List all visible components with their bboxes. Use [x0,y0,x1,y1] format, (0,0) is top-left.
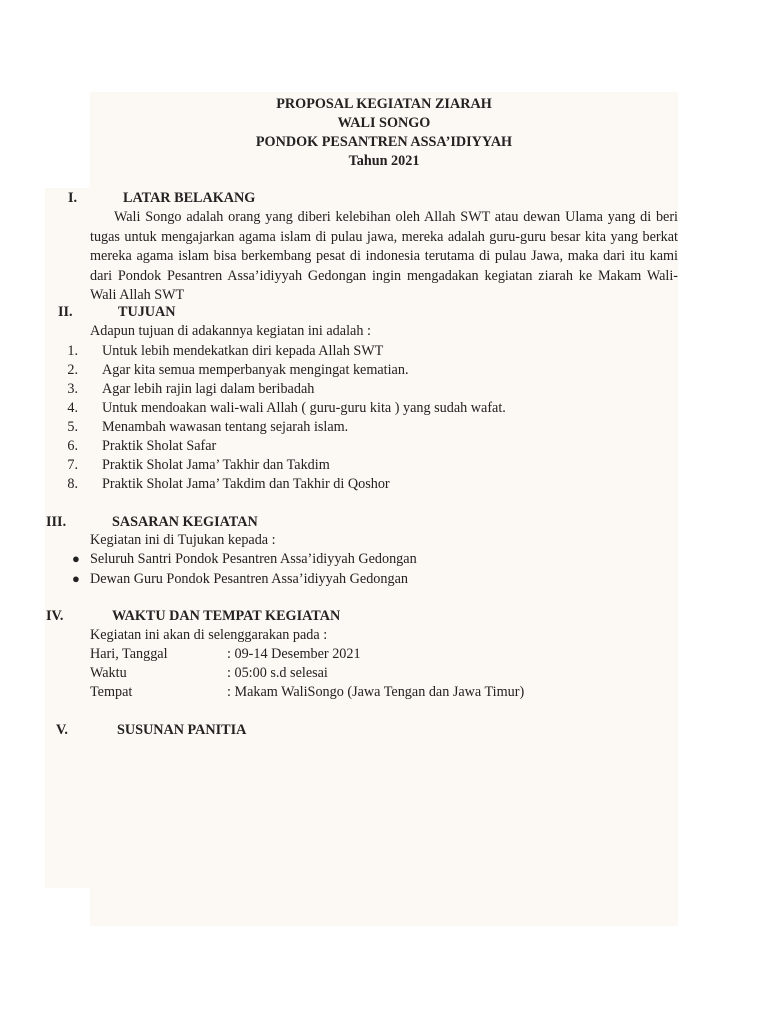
schedule-label: Hari, Tanggal [90,646,168,662]
section-heading-latar: LATAR BELAKANG [123,190,256,206]
list-number: 6. [67,438,78,454]
list-number: 2. [67,362,78,378]
section-numeral: II. [58,304,73,320]
doc-title-line2: WALI SONGO [337,115,431,131]
sasaran-intro: Kegiatan ini di Tujukan kepada : [90,532,276,548]
list-item: Praktik Sholat Jama’ Takdim dan Takhir di Qoshor [102,476,390,492]
schedule-label: Tempat [90,684,133,700]
tujuan-intro: Adapun tujuan di adakannya kegiatan ini adalah : [90,323,371,339]
section-heading-panitia: SUSUNAN PANITIA [117,722,247,738]
schedule-value: : 05:00 s.d selesai [227,665,328,681]
schedule-value: : Makam WaliSongo (Jawa Tengan dan Jawa Timur) [227,684,525,700]
latar-paragraph [90,208,678,306]
section-numeral: I. [68,190,78,206]
section-heading-waktu: WAKTU DAN TEMPAT KEGIATAN [112,608,341,624]
list-number: 8. [67,476,78,492]
schedule-value: : 09-14 Desember 2021 [227,646,361,662]
list-item: Untuk lebih mendekatkan diri kepada Allah SWT [102,343,384,359]
section-numeral: III. [46,514,67,530]
latar-body-text: Wali Songo adalah orang yang diberi kelebihan oleh Allah SWT atau dewan Ulama yang di beri tugas untuk mengajarkan agama islam di pulau jawa, mereka adalah guru-guru besar kita yang berkat mereka agama islam bisa berkembang pesat di indonesia terutama di pulau Jawa, maka dari itu kami dari Pondok Pesantren Assa’idiyyah Gedongan ingin mengadakan kegiatan ziarah ke Makam Wali-Wali Allah SWT [90,209,678,303]
list-number: 3. [67,381,78,397]
list-item: Menambah wawasan tentang sejarah islam. [102,419,349,435]
doc-title-line3: PONDOK PESANTREN ASSA’IDIYYAH [255,134,513,150]
bullet-icon: ● [72,571,80,586]
list-number: 1. [67,343,78,359]
section-numeral: V. [56,722,68,738]
list-item: Seluruh Santri Pondok Pesantren Assa’idiyyah Gedongan [90,551,417,567]
list-number: 5. [67,419,78,435]
doc-title-line4: Tahun 2021 [348,153,420,169]
schedule-label: Waktu [90,665,127,681]
section-heading-tujuan: TUJUAN [118,304,176,320]
list-item: Praktik Sholat Safar [102,438,217,454]
list-item: Praktik Sholat Jama’ Takhir dan Takdim [102,457,330,473]
section-heading-sasaran: SASARAN KEGIATAN [112,514,258,530]
page-shading-left [45,188,91,888]
doc-title-line1: PROPOSAL KEGIATAN ZIARAH [276,96,492,112]
list-item: Dewan Guru Pondok Pesantren Assa’idiyyah Gedongan [90,571,408,587]
list-item: Agar kita semua memperbanyak mengingat kematian. [102,362,409,378]
waktu-intro: Kegiatan ini akan di selenggarakan pada : [90,627,328,643]
section-numeral: IV. [46,608,64,624]
list-number: 4. [67,400,78,416]
list-item: Untuk mendoakan wali-wali Allah ( guru-guru kita ) yang sudah wafat. [102,400,506,416]
bullet-icon: ● [72,551,80,566]
list-item: Agar lebih rajin lagi dalam beribadah [102,381,315,397]
list-number: 7. [67,457,78,473]
